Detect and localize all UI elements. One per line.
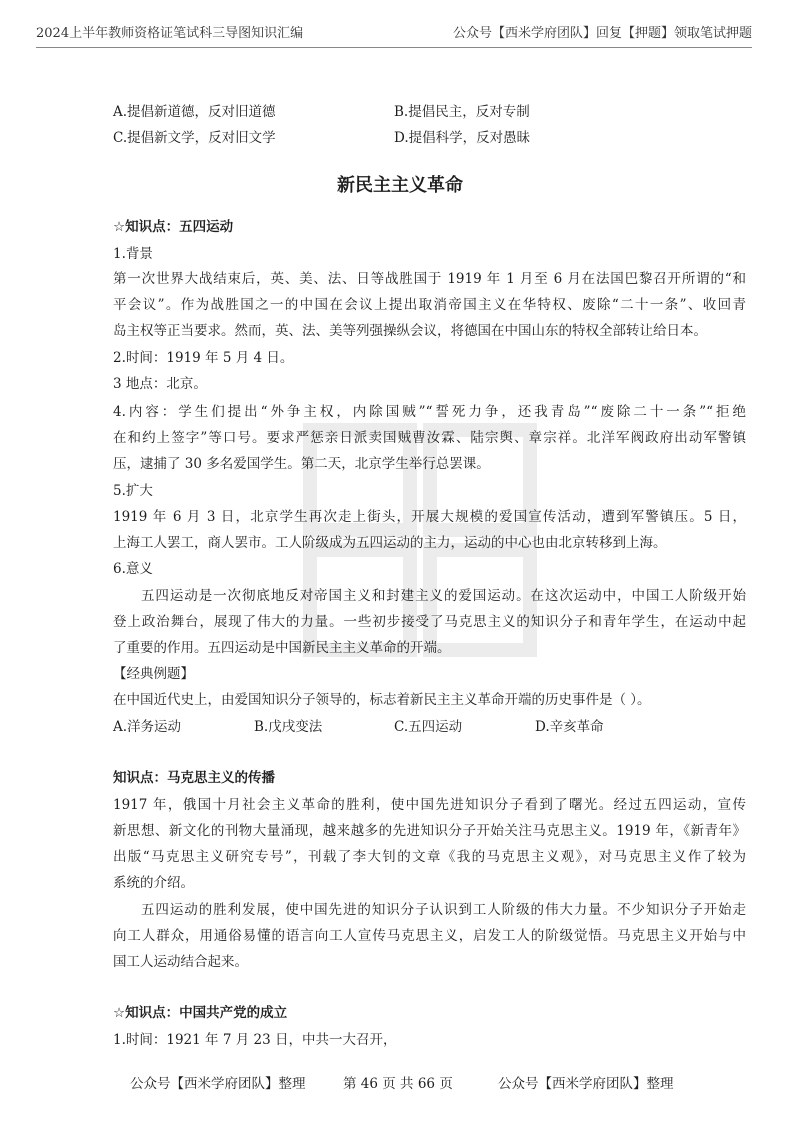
- kp1-meaning-line: 五四运动是一次彻底地反对帝国主义和封建主义的爱国运动。在这次运动中，中国工人阶级开始: [141, 588, 746, 604]
- kp2-para1-line: 新思想、新文化的刊物大量涌现，越来越多的先进知识分子开始关注马克思主义。1919 年，《新青年》: [113, 823, 746, 839]
- prev-option-a: A.提倡新道德，反对旧道德: [113, 104, 276, 120]
- prev-option-d: D.提倡科学，反对愚昧: [394, 130, 531, 146]
- kp2-para1-line: 系统的介绍。: [113, 875, 194, 891]
- kp1-content-line: 压，逮捕了 30 多名爱国学生。第二天，北京学生举行总罢课。: [113, 456, 490, 472]
- footer-right-text: 公众号【西米学府团队】整理: [498, 1076, 674, 1092]
- kp2-para1-line: 1917 年，俄国十月社会主义革命的胜利，使中国先进知识分子看到了曙光。经过五四运动，宣传: [113, 797, 746, 813]
- footer-page-number: 第 46 页 共 66 页: [343, 1076, 453, 1092]
- kp1-background-line: 岛主权等正当要求。然而，英、法、美等列强操纵会议，将德国在中国山东的特权全部转让给日本。: [113, 323, 707, 339]
- kp1-background-label: 1.背景: [113, 246, 153, 262]
- header-left-text: 2024上半年教师资格证笔试科三导图知识汇编: [36, 26, 304, 41]
- kp1-content-line: 在和约上签字”等口号。要求严惩亲日派卖国贼曹汝霖、陆宗舆、章宗祥。北洋军阀政府出动军警镇: [113, 430, 746, 446]
- prev-option-b: B.提倡民主，反对专制: [394, 104, 530, 120]
- kp2-para2-line: 向工人群众，用通俗易懂的语言向工人宣传马克思主义，启发工人的阶级觉悟。马克思主义开始与中: [113, 928, 746, 944]
- kp1-expand-line: 上海工人罢工，商人罢市。工人阶级成为五四运动的主力，运动的中心也由北京转移到上海。: [113, 535, 667, 551]
- kp1-meaning-label: 6.意义: [113, 561, 153, 577]
- kp1-place: 3 地点：北京。: [113, 376, 207, 392]
- kp1-expand-line: 1919 年 6 月 3 日，北京学生再次走上街头，开展大规模的爱国宣传活动，遭到军警镇压。5 日，: [113, 509, 746, 525]
- kp1-background-line: 第一次世界大战结束后，英、美、法、日等战胜国于 1919 年 1 月至 6 月在法国巴黎召开所谓的“和: [113, 271, 746, 287]
- kp3-title: ☆知识点：中国共产党的成立: [113, 1005, 288, 1021]
- example-option-d: D.辛亥革命: [535, 719, 604, 735]
- kp1-time: 2.时间：1919 年 5 月 4 日。: [113, 350, 294, 366]
- kp1-meaning-line: 登上政治舞台，展现了伟大的力量。一些初步接受了马克思主义的知识分子和青年学生，在运动中起: [113, 614, 746, 630]
- section-title: 新民主主义革命: [337, 175, 463, 196]
- kp1-expand-label: 5.扩大: [113, 483, 153, 499]
- example-label: 【经典例题】: [113, 666, 194, 682]
- example-option-a: A.洋务运动: [113, 719, 182, 735]
- kp1-content-line: 4.内容：学生们提出“外争主权，内除国贼”“誓死力争，还我青岛”“废除二十一条”“拒绝: [113, 404, 746, 420]
- header-right-text: 公众号【西米学府团队】回复【押题】领取笔试押题: [452, 26, 752, 41]
- kp1-meaning-line: 了重要的作用。五四运动是中国新民主主义革命的开端。: [113, 640, 451, 656]
- header-divider: [36, 47, 752, 48]
- example-option-b: B.戊戌变法: [254, 719, 323, 735]
- example-question: 在中国近代史上，由爱国知识分子领导的，标志着新民主主义革命开端的历史事件是（ ）。: [113, 692, 651, 708]
- kp1-title: ☆知识点：五四运动: [113, 219, 234, 235]
- prev-option-c: C.提倡新文学，反对旧文学: [113, 130, 276, 146]
- kp2-para2-line: 五四运动的胜利发展，使中国先进的知识分子认识到工人阶级的伟大力量。不少知识分子开始走: [141, 902, 746, 918]
- kp2-para1-line: 出版“马克思主义研究专号”，刊载了李大钊的文章《我的马克思主义观》，对马克思主义作了较为: [113, 849, 746, 865]
- example-option-c: C.五四运动: [394, 719, 463, 735]
- footer-left-text: 公众号【西米学府团队】整理: [130, 1076, 306, 1092]
- kp1-background-line: 平会议”。作为战胜国之一的中国在会议上提出取消帝国主义在华特权、废除“二十一条”、收回青: [113, 297, 746, 313]
- kp3-line: 1.时间：1921 年 7 月 23 日，中共一大召开，: [113, 1032, 397, 1048]
- kp2-para2-line: 国工人运动结合起来。: [113, 954, 248, 970]
- kp2-title: 知识点：马克思主义的传播: [113, 770, 275, 786]
